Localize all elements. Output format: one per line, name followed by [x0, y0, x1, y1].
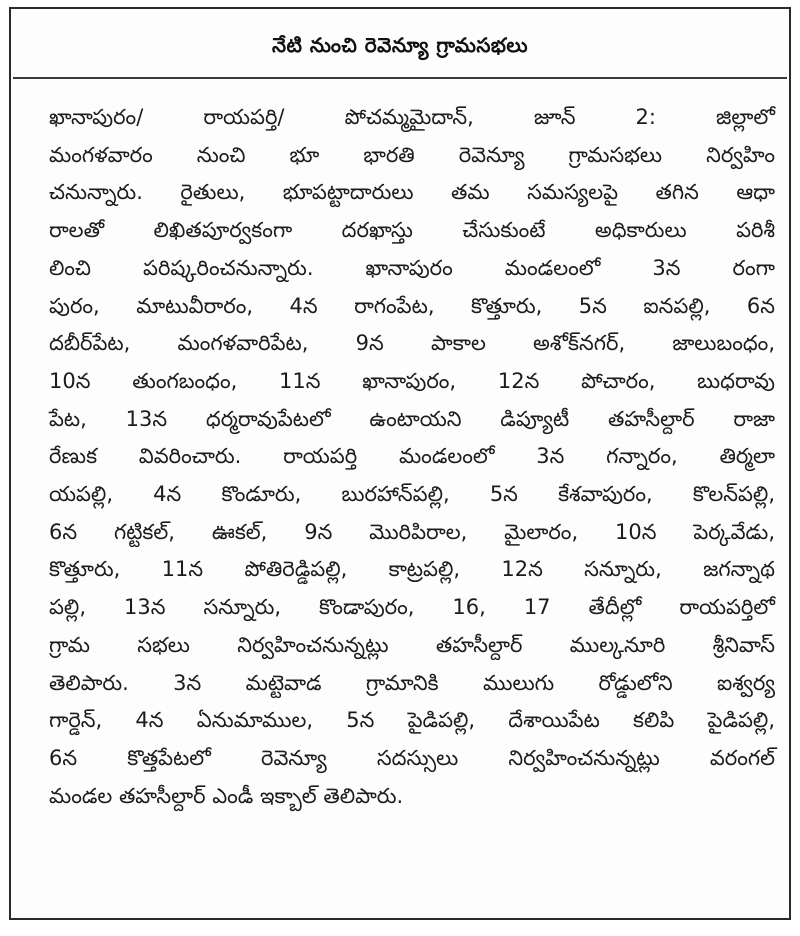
article-line-last: మండల తహసీల్దార్ ఎండీ ఇక్బాల్ తెలిపారు.	[49, 783, 404, 808]
article-line: యపల్లి, 4న కొండూరు, బురహాన్‌పల్లి, 5న కేశవాపురం, కొలన్‌పల్లి,	[49, 482, 775, 507]
article-line: 6న కొత్తపేటలో రెవెన్యూ సదస్సులు నిర్వహించనున్నట్లు వరంగల్	[49, 745, 775, 770]
article-body	[49, 99, 775, 815]
article-line: తెలిపారు. 3న మట్టెవాడ గ్రామానికి ములుగు రోడ్డులోని ఐశ్వర్య	[49, 670, 775, 695]
headline: నేటి నుంచి రెవెన్యూ గ్రామసభలు	[271, 33, 529, 57]
article-line: పురం, మాటువీరారం, 4న రాగంపేట, కొత్తూరు, 5న ఐనపల్లి, 6న	[49, 293, 775, 318]
newspaper-clipping	[9, 7, 791, 920]
article-line: రాలతో లిఖితపూర్వకంగా దరఖాస్తు చేసుకుంటే అధికారులు పరిశీ	[49, 218, 775, 243]
headline-divider	[13, 77, 787, 79]
article-line: 6న గట్టికల్, ఊకల్, 9న మొరిపిరాల, మైలారం, 10న పెర్కవేడు,	[49, 519, 775, 544]
article-line: ఖానాపురం/ రాయపర్తి/ పోచమ్మమైదాన్, జూన్ 2: జిల్లాలో	[49, 105, 775, 129]
article-line: రేణుక వివరించారు. రాయపర్తి మండలంలో 3న గన్నారం, తిర్మలా	[49, 444, 775, 469]
article-line: గ్రామ సభలు నిర్వహించనున్నట్లు తహసీల్దార్ ముల్కనూరి శ్రీనివాస్	[49, 632, 775, 657]
article-line: మంగళవారం నుంచి భూ భారతి రెవెన్యూ గ్రామసభలు నిర్వహిం	[49, 142, 775, 167]
article-line: చనున్నారు. రైతులు, భూపట్టాదారులు తమ సమస్యలపై తగిన ఆధా	[49, 180, 775, 205]
article-line: దబీర్‌పేట, మంగళవారిపేట, 9న పాకాల అశోక్‌నగర్, జాలుబంధం,	[49, 331, 775, 356]
article-line: పల్లి, 13న సన్నూరు, కొండాపురం, 16, 17 తేదీల్లో రాయపర్తిలో	[49, 595, 775, 620]
article-line: గార్డెన్, 4న ఏనుమాముల, 5న పైడిపల్లి, దేశాయిపేట కలిపి పైడిపల్లి,	[49, 708, 775, 733]
article-line: పేట, 13న ధర్మరావుపేటలో ఉంటాయని డిప్యూటీ తహసీల్దార్ రాజా	[49, 406, 775, 431]
article-line: కొత్తూరు, 11న పోతిరెడ్డిపల్లి, కాట్రపల్లి, 12న సన్నూరు, జగన్నాథ	[49, 557, 775, 582]
article-line: 10న తుంగబంధం, 11న ఖానాపురం, 12న పోచారం, బుధరావు	[49, 368, 775, 393]
article-line: లించి పరిష్కరించనున్నారు. ఖానాపురం మండలంలో 3న రంగా	[49, 255, 775, 280]
